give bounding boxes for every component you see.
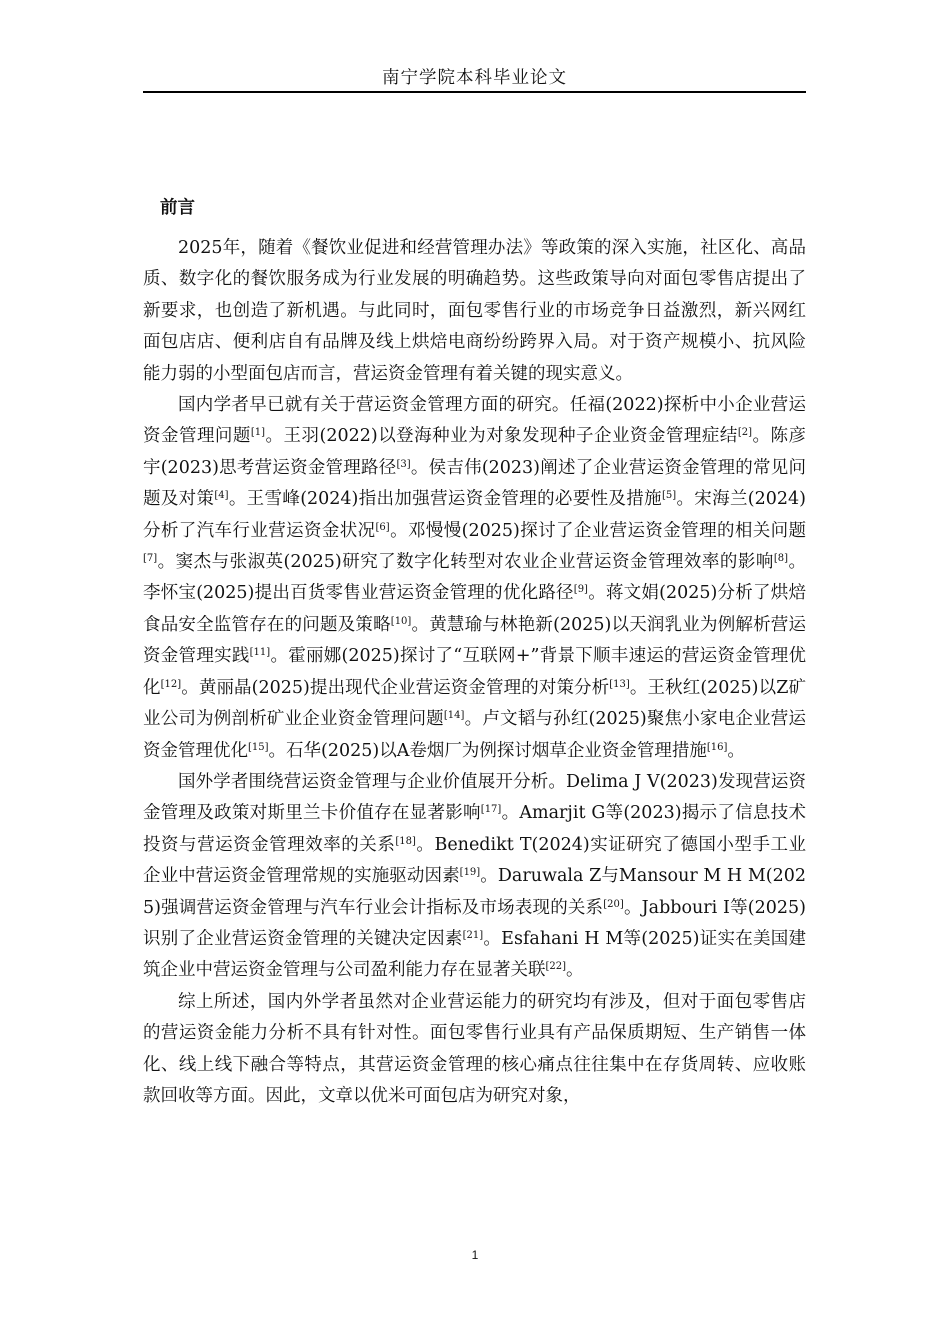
text-run: 。Benedikt T(2024)实证研究了德国小型手工业企业中营运资金管理常规的实施驱动因素: [143, 834, 806, 887]
text-run: 。王羽(2022)以登海种业为对象发现种子企业资金管理症结: [265, 426, 738, 447]
text-run: 。邓慢慢(2025)探讨了企业营运资金管理的相关问题: [389, 520, 806, 541]
citation-ref: [13]: [609, 678, 630, 690]
citation-ref: [1]: [250, 427, 266, 439]
text-run: 国外学者围绕营运资金管理与企业价值展开分析。Delima J V(2023)发现营运资金管理及政策对斯里兰卡价值存在显著影响: [143, 771, 806, 824]
body-text: [143, 233, 806, 1112]
text-run: 2025年，随着《餐饮业促进和经营管理办法》等政策的深入实施，社区化、高品质、数字化的餐饮服务成为行业发展的明确趋势。这些政策导向对面包零售店提出了新要求，也创造了新机遇。与此同时，面包零售行业的市场竞争日益激烈，新兴网红面包店店、便利店自有品牌及线上烘焙电商纷纷跨界入局。对于资产规模小、抗风险能力弱的小型面包店而言，营运资金管理有着关键的现实意义。: [143, 238, 806, 384]
section-title: 前言: [160, 198, 195, 218]
text-run: 。黄慧瑜与林艳新(2025)以天润乳业为例解析营运资金管理实践: [143, 614, 806, 667]
citation-ref: [14]: [443, 710, 465, 722]
text-run: 。窦杰与张淑英(2025)研究了数字化转型对农业企业营运资金管理效率的影响: [157, 552, 774, 573]
text-run: 。Amarjit G等(2023)揭示了信息技术投资与营运资金管理效率的关系: [143, 803, 806, 855]
text-run: 。: [727, 740, 745, 761]
citation-ref: [6]: [375, 521, 390, 533]
citation-ref: [16]: [706, 741, 728, 753]
header-rule: [143, 91, 806, 93]
text-run: 综上所述，国内外学者虽然对企业营运能力的研究均有涉及，但对于面包零售店的营运资金能力分析不具有针对性。面包零售行业具有产品保质期短、生产销售一体化、线上线下融合等特点，其营运资金管理的核心痛点往往集中在存货周转、应收账款回收等方面。因此，文章以优米可面包店为研究对象，: [143, 991, 806, 1106]
citation-ref: [22]: [545, 961, 567, 973]
paragraph: [143, 233, 806, 390]
text-run: 。: [566, 960, 584, 981]
citation-ref: [12]: [160, 678, 182, 690]
text-run: 。霍丽娜(2025)探讨了“互联网+”背景下顺丰速运的营运资金管理优化: [143, 646, 807, 698]
citation-ref: [4]: [214, 490, 229, 502]
text-run: 。蒋文娟(2025)分析了烘焙食品安全监管存在的问题及策略: [143, 583, 806, 635]
citation-ref: [2]: [737, 427, 753, 439]
citation-ref: [21]: [462, 929, 484, 941]
text-run: 。Esfahani H M等(2025)证实在美国建筑企业中营运资金管理与公司盈利能力存在显著关联: [143, 928, 806, 981]
citation-ref: [10]: [390, 615, 412, 627]
citation-ref: [11]: [249, 647, 271, 659]
citation-ref: [5]: [661, 490, 677, 502]
paragraph: [143, 390, 806, 767]
text-run: 。陈彦宇(2023)思考营运资金管理路径: [143, 426, 806, 478]
text-run: 。李怀宝(2025)提出百货零售业营运资金管理的优化路径: [143, 552, 806, 604]
text-run: 。黄丽晶(2025)提出现代企业营运资金管理的对策分析: [181, 677, 610, 698]
paragraph: [143, 767, 806, 987]
running-header: 南宁学院本科毕业论文: [382, 68, 567, 88]
citation-ref: [15]: [248, 741, 269, 753]
citation-ref: [20]: [603, 898, 624, 910]
citation-ref: [7]: [143, 553, 158, 565]
citation-ref: [17]: [480, 804, 502, 816]
citation-ref: [9]: [573, 584, 588, 596]
text-run: 。卢文韬与孙红(2025)聚焦小家电企业营运资金管理优化: [143, 709, 806, 761]
text-run: 。侯吉伟(2023)阐述了企业营运资金管理的常见问题及对策: [143, 457, 806, 510]
text-run: 。Jabbouri I等(2025)识别了企业营运资金管理的关键决定因素: [143, 897, 806, 949]
text-run: 。宋海兰(2024)分析了汽车行业营运资金状况: [143, 489, 806, 541]
text-run: 。Daruwala Z与Mansour M H M(2025)强调营运资金管理与汽车行业会计指标及市场表现的关系: [143, 866, 807, 918]
citation-ref: [19]: [459, 867, 481, 879]
page-number: 1: [471, 1248, 479, 1262]
text-run: 。王秋红(2025)以Z矿业公司为例剖析矿业企业资金管理问题: [143, 677, 806, 730]
citation-ref: [8]: [773, 553, 789, 565]
citation-ref: [3]: [396, 458, 411, 470]
text-run: 。王雪峰(2024)指出加强营运资金管理的必要性及措施: [228, 489, 662, 510]
citation-ref: [18]: [395, 835, 416, 847]
paragraph: [143, 987, 806, 1113]
text-run: 国内学者早已就有关于营运资金管理方面的研究。任福(2022)探析中小企业营运资金管理问题: [143, 395, 806, 447]
text-run: 。石华(2025)以A卷烟厂为例探讨烟草企业资金管理措施: [268, 740, 707, 761]
